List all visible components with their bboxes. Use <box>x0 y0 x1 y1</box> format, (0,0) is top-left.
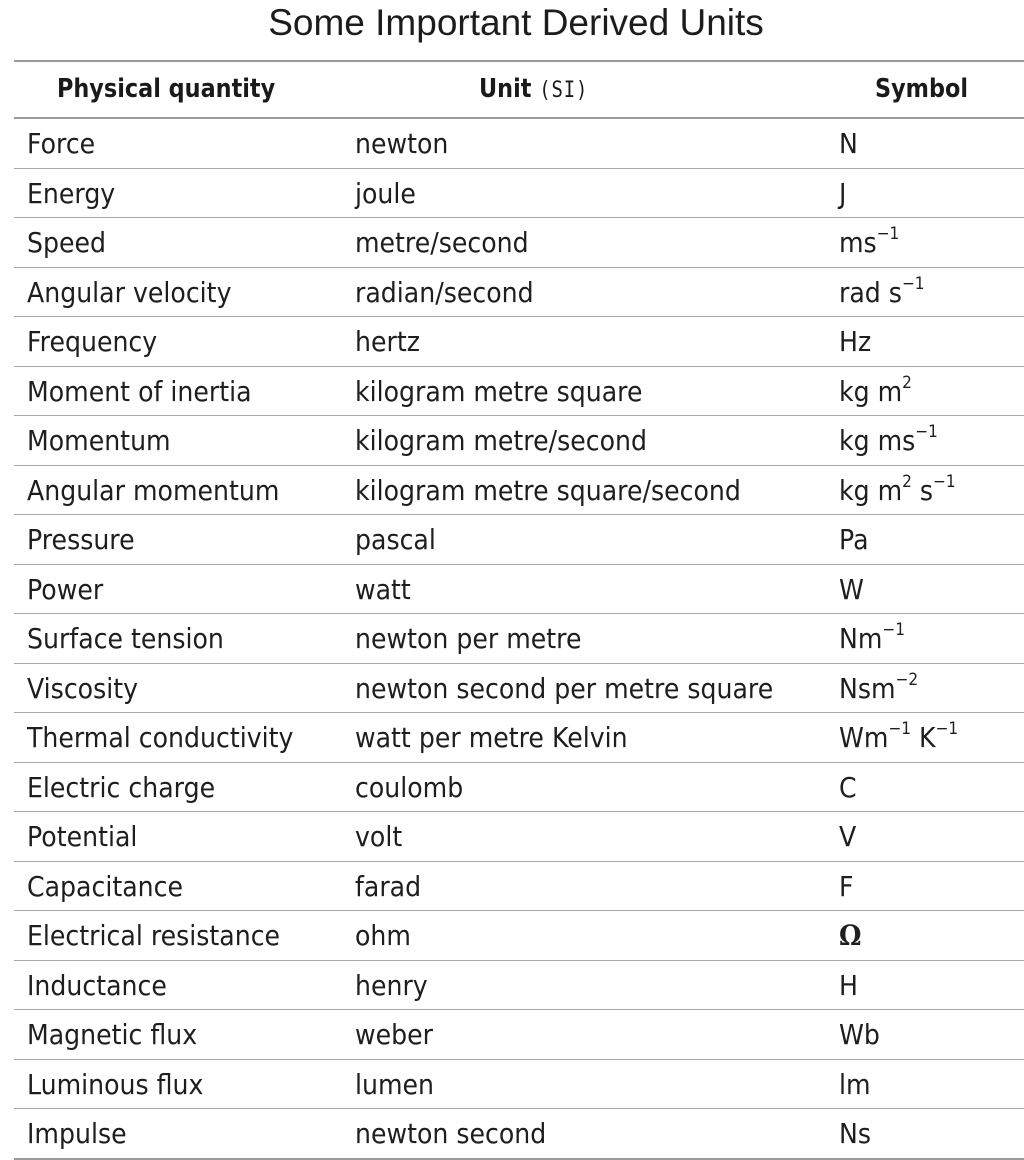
table-row <box>14 317 1024 367</box>
symbol-cell <box>839 218 899 268</box>
table-row <box>14 1060 1024 1110</box>
page-title: Some Important Derived Units <box>268 2 764 43</box>
unit-cell: metre/second <box>355 226 529 259</box>
quantity-cell: Magnetic flux <box>27 1018 198 1051</box>
symbol-cell <box>839 466 956 516</box>
table-row <box>14 565 1024 615</box>
symbol-cell <box>839 367 912 417</box>
quantity-cell: Inductance <box>27 968 167 1002</box>
table-body <box>14 119 1024 1160</box>
symbol-cell <box>839 614 905 664</box>
table-row <box>14 713 1024 763</box>
table-row <box>14 812 1024 862</box>
symbol-text: Wb <box>839 1018 880 1051</box>
symbol-text: K <box>911 721 936 754</box>
symbol-text: Pa <box>839 523 869 556</box>
table-row <box>14 763 1024 813</box>
symbol-text: Wm <box>839 721 889 754</box>
symbol-cell <box>839 1060 871 1110</box>
symbol-text: rad s <box>839 275 902 309</box>
quantity-cell: Electric charge <box>27 770 216 804</box>
quantity-cell: Potential <box>27 820 138 853</box>
symbol-cell <box>839 862 853 912</box>
table-row <box>14 515 1024 565</box>
symbol-cell <box>839 713 958 763</box>
table-row <box>14 614 1024 664</box>
unit-cell: newton per metre <box>355 622 582 655</box>
quantity-cell: Force <box>27 127 96 160</box>
unit-cell: weber <box>355 1018 433 1051</box>
quantity-cell: Power <box>27 572 104 606</box>
symbol-exponent: −1 <box>935 719 959 739</box>
header-unit <box>479 62 588 118</box>
unit-cell: kilogram metre square/second <box>355 473 741 507</box>
symbol-cell <box>839 169 846 219</box>
symbol-text: V <box>839 820 857 853</box>
quantity-cell: Frequency <box>27 325 158 358</box>
symbol-cell <box>839 763 857 813</box>
symbol-text: kg m <box>839 374 903 408</box>
table-row <box>14 862 1024 912</box>
unit-cell: ohm <box>355 919 411 952</box>
unit-cell: watt <box>355 572 411 606</box>
symbol-exponent: 2 <box>902 471 912 492</box>
symbol-text: Ns <box>839 1117 871 1150</box>
unit-cell: pascal <box>355 523 436 556</box>
symbol-cell <box>839 1109 871 1159</box>
symbol-text: C <box>839 770 857 804</box>
header-unit-qualifier: (SI) <box>539 78 589 103</box>
table-header <box>14 62 1024 119</box>
symbol-text: Nm <box>839 622 883 655</box>
quantity-cell: Speed <box>27 226 107 259</box>
quantity-cell: Electrical resistance <box>27 919 281 952</box>
quantity-cell: Moment of inertia <box>27 374 252 408</box>
symbol-text: J <box>839 176 847 210</box>
header-symbol: Symbol <box>875 74 969 104</box>
header-physical-quantity: Physical quantity <box>57 74 276 104</box>
unit-cell: hertz <box>355 325 420 358</box>
symbol-cell <box>839 565 864 615</box>
table-row <box>14 367 1024 417</box>
table-row <box>14 119 1024 169</box>
symbol-cell <box>839 119 858 169</box>
table-row <box>14 466 1024 516</box>
table-row <box>14 169 1024 219</box>
quantity-cell: Capacitance <box>27 869 183 903</box>
symbol-text: ms <box>839 226 877 259</box>
quantity-cell: Energy <box>27 176 116 210</box>
derived-units-table <box>14 60 1024 1160</box>
unit-cell: newton second <box>355 1117 547 1150</box>
unit-cell: watt per metre Kelvin <box>355 721 628 754</box>
symbol-text: s <box>911 473 934 507</box>
ohm-symbol: Ω <box>839 919 862 952</box>
symbol-exponent: 2 <box>902 372 912 393</box>
unit-cell: coulomb <box>355 770 464 804</box>
symbol-exponent: −1 <box>882 620 905 640</box>
symbol-text: Nsm <box>839 671 896 705</box>
symbol-cell <box>839 664 918 714</box>
symbol-exponent: −1 <box>888 719 912 739</box>
unit-cell: lumen <box>355 1067 435 1101</box>
unit-cell: radian/second <box>355 275 534 309</box>
symbol-text: W <box>839 572 864 606</box>
quantity-cell: Momentum <box>27 424 171 457</box>
unit-cell: newton <box>355 127 449 160</box>
table-row <box>14 664 1024 714</box>
unit-cell: kilogram metre/second <box>355 424 647 457</box>
quantity-cell: Surface tension <box>27 622 224 655</box>
symbol-text: lm <box>839 1067 871 1101</box>
symbol-exponent: −1 <box>933 471 956 492</box>
unit-cell: newton second per metre square <box>355 671 774 705</box>
table-row <box>14 911 1024 961</box>
quantity-cell: Luminous flux <box>27 1067 204 1101</box>
symbol-exponent: −1 <box>915 422 938 442</box>
symbol-text: N <box>839 127 858 160</box>
symbol-cell <box>839 961 858 1011</box>
unit-cell: joule <box>355 176 416 210</box>
quantity-cell: Impulse <box>27 1117 127 1150</box>
symbol-text: Hz <box>839 325 872 358</box>
quantity-cell: Angular momentum <box>27 473 280 507</box>
symbol-text: F <box>839 869 854 903</box>
symbol-exponent: −1 <box>876 224 900 244</box>
header-unit-label: Unit <box>479 74 532 104</box>
table-row <box>14 218 1024 268</box>
symbol-text: H <box>839 968 858 1002</box>
quantity-cell: Pressure <box>27 523 135 556</box>
symbol-text: kg ms <box>839 424 916 457</box>
quantity-cell: Angular velocity <box>27 275 232 309</box>
symbol-cell <box>839 416 938 466</box>
symbol-cell <box>839 812 856 862</box>
symbol-cell <box>839 268 925 318</box>
symbol-cell <box>839 317 871 367</box>
quantity-cell: Viscosity <box>27 671 139 705</box>
table-row <box>14 1109 1024 1160</box>
symbol-cell <box>839 911 861 961</box>
symbol-exponent: −2 <box>895 669 919 690</box>
unit-cell: kilogram metre square <box>355 374 643 408</box>
table-row <box>14 416 1024 466</box>
table-row <box>14 268 1024 318</box>
table-row <box>14 1010 1024 1060</box>
symbol-exponent: −1 <box>901 273 925 294</box>
table-row <box>14 961 1024 1011</box>
symbol-cell <box>839 515 869 565</box>
symbol-text: kg m <box>839 473 903 507</box>
unit-cell: henry <box>355 968 428 1002</box>
unit-cell: volt <box>355 820 403 853</box>
quantity-cell: Thermal conductivity <box>27 721 294 754</box>
unit-cell: farad <box>355 869 422 903</box>
symbol-cell <box>839 1010 880 1060</box>
